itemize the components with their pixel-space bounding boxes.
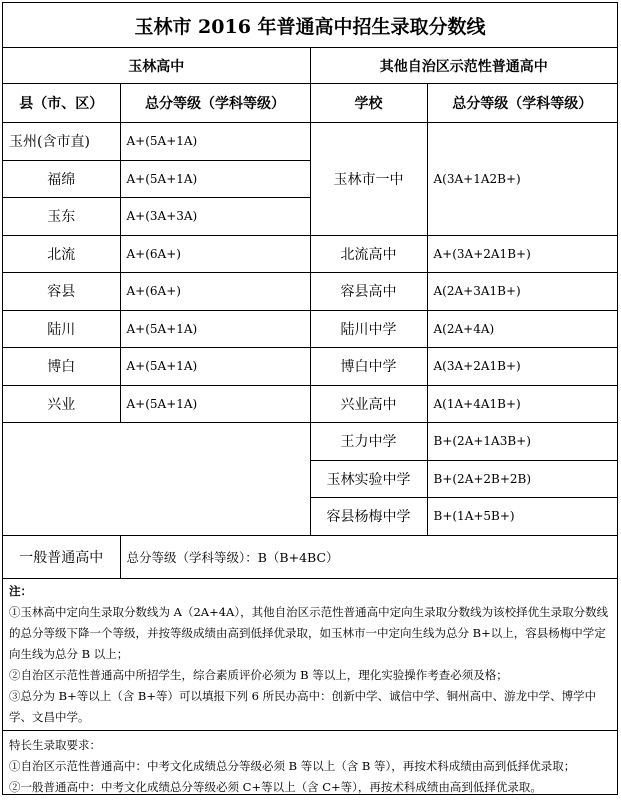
county-column-header: 县（市、区） <box>3 84 120 123</box>
note-item: ③总分为 B+等以上（含 B+等）可以填报下列 6 所民办高中：创新中学、诚信中学、铜州高中、游龙中学、博学中学、文昌中学。 <box>9 688 597 724</box>
table-row <box>3 348 617 386</box>
county-name: 博白 <box>3 348 120 386</box>
table-row <box>3 273 617 311</box>
county-grade: A+(5A+1A) <box>120 160 310 198</box>
special-heading: 特长生录取要求： <box>9 737 101 752</box>
special-item: ②一般普通高中：中考文化成绩总分等级必须 C+等以上（含 C+等），再按术科成绩由高到低择优录取。 <box>9 779 542 794</box>
school-grade: A+(3A+2A1B+) <box>427 235 617 273</box>
county-grade: A+(5A+1A) <box>120 385 310 423</box>
school-column-header: 学校 <box>310 84 427 123</box>
table-row <box>3 423 617 461</box>
county-grade: A+(5A+1A) <box>120 310 310 348</box>
special-item: ①自治区示范性普通高中：中考文化成绩总分等级必须 B 等以上（含 B 等），再按术科成绩由高到低择优录取； <box>9 758 576 773</box>
table-row <box>3 123 617 161</box>
score-table <box>3 3 617 802</box>
county-name: 北流 <box>3 235 120 273</box>
county-grade: A+(6A+) <box>120 273 310 311</box>
note-item: ②自治区示范性普通高中所招学生，综合素质评价必须为 B 等以上，理化实验操作考查必须及格； <box>9 667 508 682</box>
county-grade: A+(6A+) <box>120 235 310 273</box>
school-grade: B+(1A+5B+) <box>427 498 617 536</box>
section-other-header: 其他自治区示范性普通高中 <box>310 48 617 84</box>
school-grade: B+(2A+1A3B+) <box>427 423 617 461</box>
grade-column-header-left: 总分等级（学科等级） <box>120 84 310 123</box>
empty-cell <box>3 423 310 536</box>
school-grade: A(1A+4A1B+) <box>427 385 617 423</box>
section-yulin-header: 玉林高中 <box>3 48 310 84</box>
school-name: 兴业高中 <box>310 385 427 423</box>
school-name: 玉林实验中学 <box>310 460 427 498</box>
note-item: ①玉林高中定向生录取分数线为 A（2A+4A），其他自治区示范性普通高中定向生录取分数线为该校择优生录取分数线的总分等级下降一个等级，并按等级成绩由高到低择优录取，如玉林市一中定向生线为总分 B+以上，容县杨梅中学定向生线为总分 B 以上； <box>9 604 609 661</box>
county-name: 容县 <box>3 273 120 311</box>
school-grade: B+(2A+2B+2B) <box>427 460 617 498</box>
county-grade: A+(5A+1A) <box>120 348 310 386</box>
school-name: 博白中学 <box>310 348 427 386</box>
general-school-grade: 总分等级（学科等级）：B（B+4BC） <box>120 535 617 578</box>
county-grade: A+(5A+1A) <box>120 123 310 161</box>
county-name: 陆川 <box>3 310 120 348</box>
school-name: 陆川中学 <box>310 310 427 348</box>
admission-score-table <box>2 2 618 795</box>
school-name: 北流高中 <box>310 235 427 273</box>
special-requirements-section <box>3 730 617 802</box>
county-name: 福绵 <box>3 160 120 198</box>
school-name: 容县杨梅中学 <box>310 498 427 536</box>
grade-column-header-right: 总分等级（学科等级） <box>427 84 617 123</box>
county-name: 玉东 <box>3 198 120 236</box>
notes-section <box>3 578 617 730</box>
county-name: 玉州(含市直) <box>3 123 120 161</box>
page-title: 玉林市 2016 年普通高中招生录取分数线 <box>3 3 617 48</box>
county-grade: A+(3A+3A) <box>120 198 310 236</box>
table-row <box>3 235 617 273</box>
table-row <box>3 310 617 348</box>
county-name: 兴业 <box>3 385 120 423</box>
general-school-label: 一般普通高中 <box>3 535 120 578</box>
school-grade: A(3A+2A1B+) <box>427 348 617 386</box>
school-name: 容县高中 <box>310 273 427 311</box>
table-row <box>3 385 617 423</box>
school-grade: A(3A+1A2B+) <box>427 123 617 236</box>
school-name: 王力中学 <box>310 423 427 461</box>
notes-heading: 注： <box>9 583 32 598</box>
school-grade: A(2A+4A) <box>427 310 617 348</box>
school-name: 玉林市一中 <box>310 123 427 236</box>
school-grade: A(2A+3A1B+) <box>427 273 617 311</box>
